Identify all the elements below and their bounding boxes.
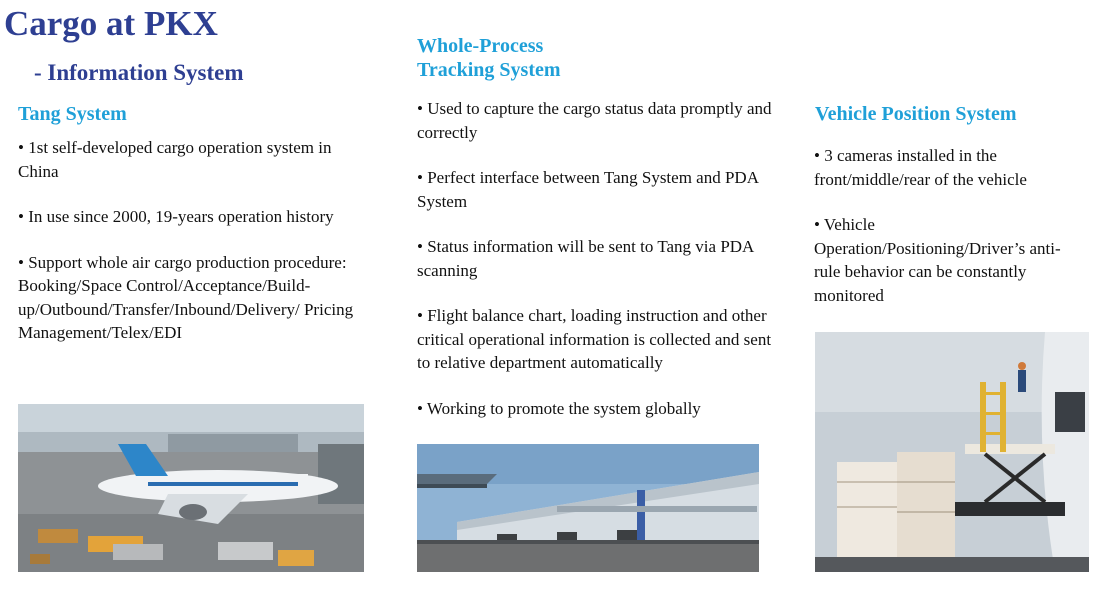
tang-system-bullets bbox=[18, 136, 368, 367]
tracking-system-bullets bbox=[417, 97, 782, 442]
airport-apron-photo bbox=[18, 404, 364, 572]
cargo-terminal-photo bbox=[417, 444, 759, 572]
bullet-item: • 1st self-developed cargo operation system in China bbox=[18, 138, 332, 181]
tracking-system-heading-line2: Tracking System bbox=[417, 59, 561, 81]
page-title: Cargo at PKX bbox=[4, 4, 218, 43]
tracking-system-heading-line1: Whole-Process bbox=[417, 35, 544, 57]
bullet-item: • Perfect interface between Tang System and PDA System bbox=[417, 168, 759, 211]
bullet-item: • Status information will be sent to Tang via PDA scanning bbox=[417, 237, 754, 280]
vehicle-position-bullets bbox=[814, 144, 1079, 329]
tracking-system-heading bbox=[417, 34, 561, 82]
bullet-item: • Support whole air cargo production procedure: Booking/Space Control/Acceptance/Build-up/Outbound/Transfer/Inbound/Delivery/ Pricing Management/Telex/EDI bbox=[18, 252, 354, 342]
page-subtitle: - Information System bbox=[34, 60, 244, 85]
bullet-item: • Working to promote the system globally bbox=[417, 398, 701, 418]
bullet-item: • Vehicle Operation/Positioning/Driver’s anti-rule behavior can be constantly monitored bbox=[814, 215, 1061, 305]
bullet-item: • 3 cameras installed in the front/middle/rear of the vehicle bbox=[814, 146, 1027, 189]
vehicle-position-heading: Vehicle Position System bbox=[815, 103, 1017, 125]
cargo-loader-photo bbox=[815, 332, 1089, 572]
bullet-item: • Flight balance chart, loading instruction and other critical operational information is collected and sent to relative department automatically bbox=[417, 306, 772, 372]
bullet-item: • Used to capture the cargo status data promptly and correctly bbox=[417, 99, 772, 142]
bullet-item: • In use since 2000, 19-years operation history bbox=[18, 207, 334, 226]
tang-system-heading: Tang System bbox=[18, 103, 127, 125]
